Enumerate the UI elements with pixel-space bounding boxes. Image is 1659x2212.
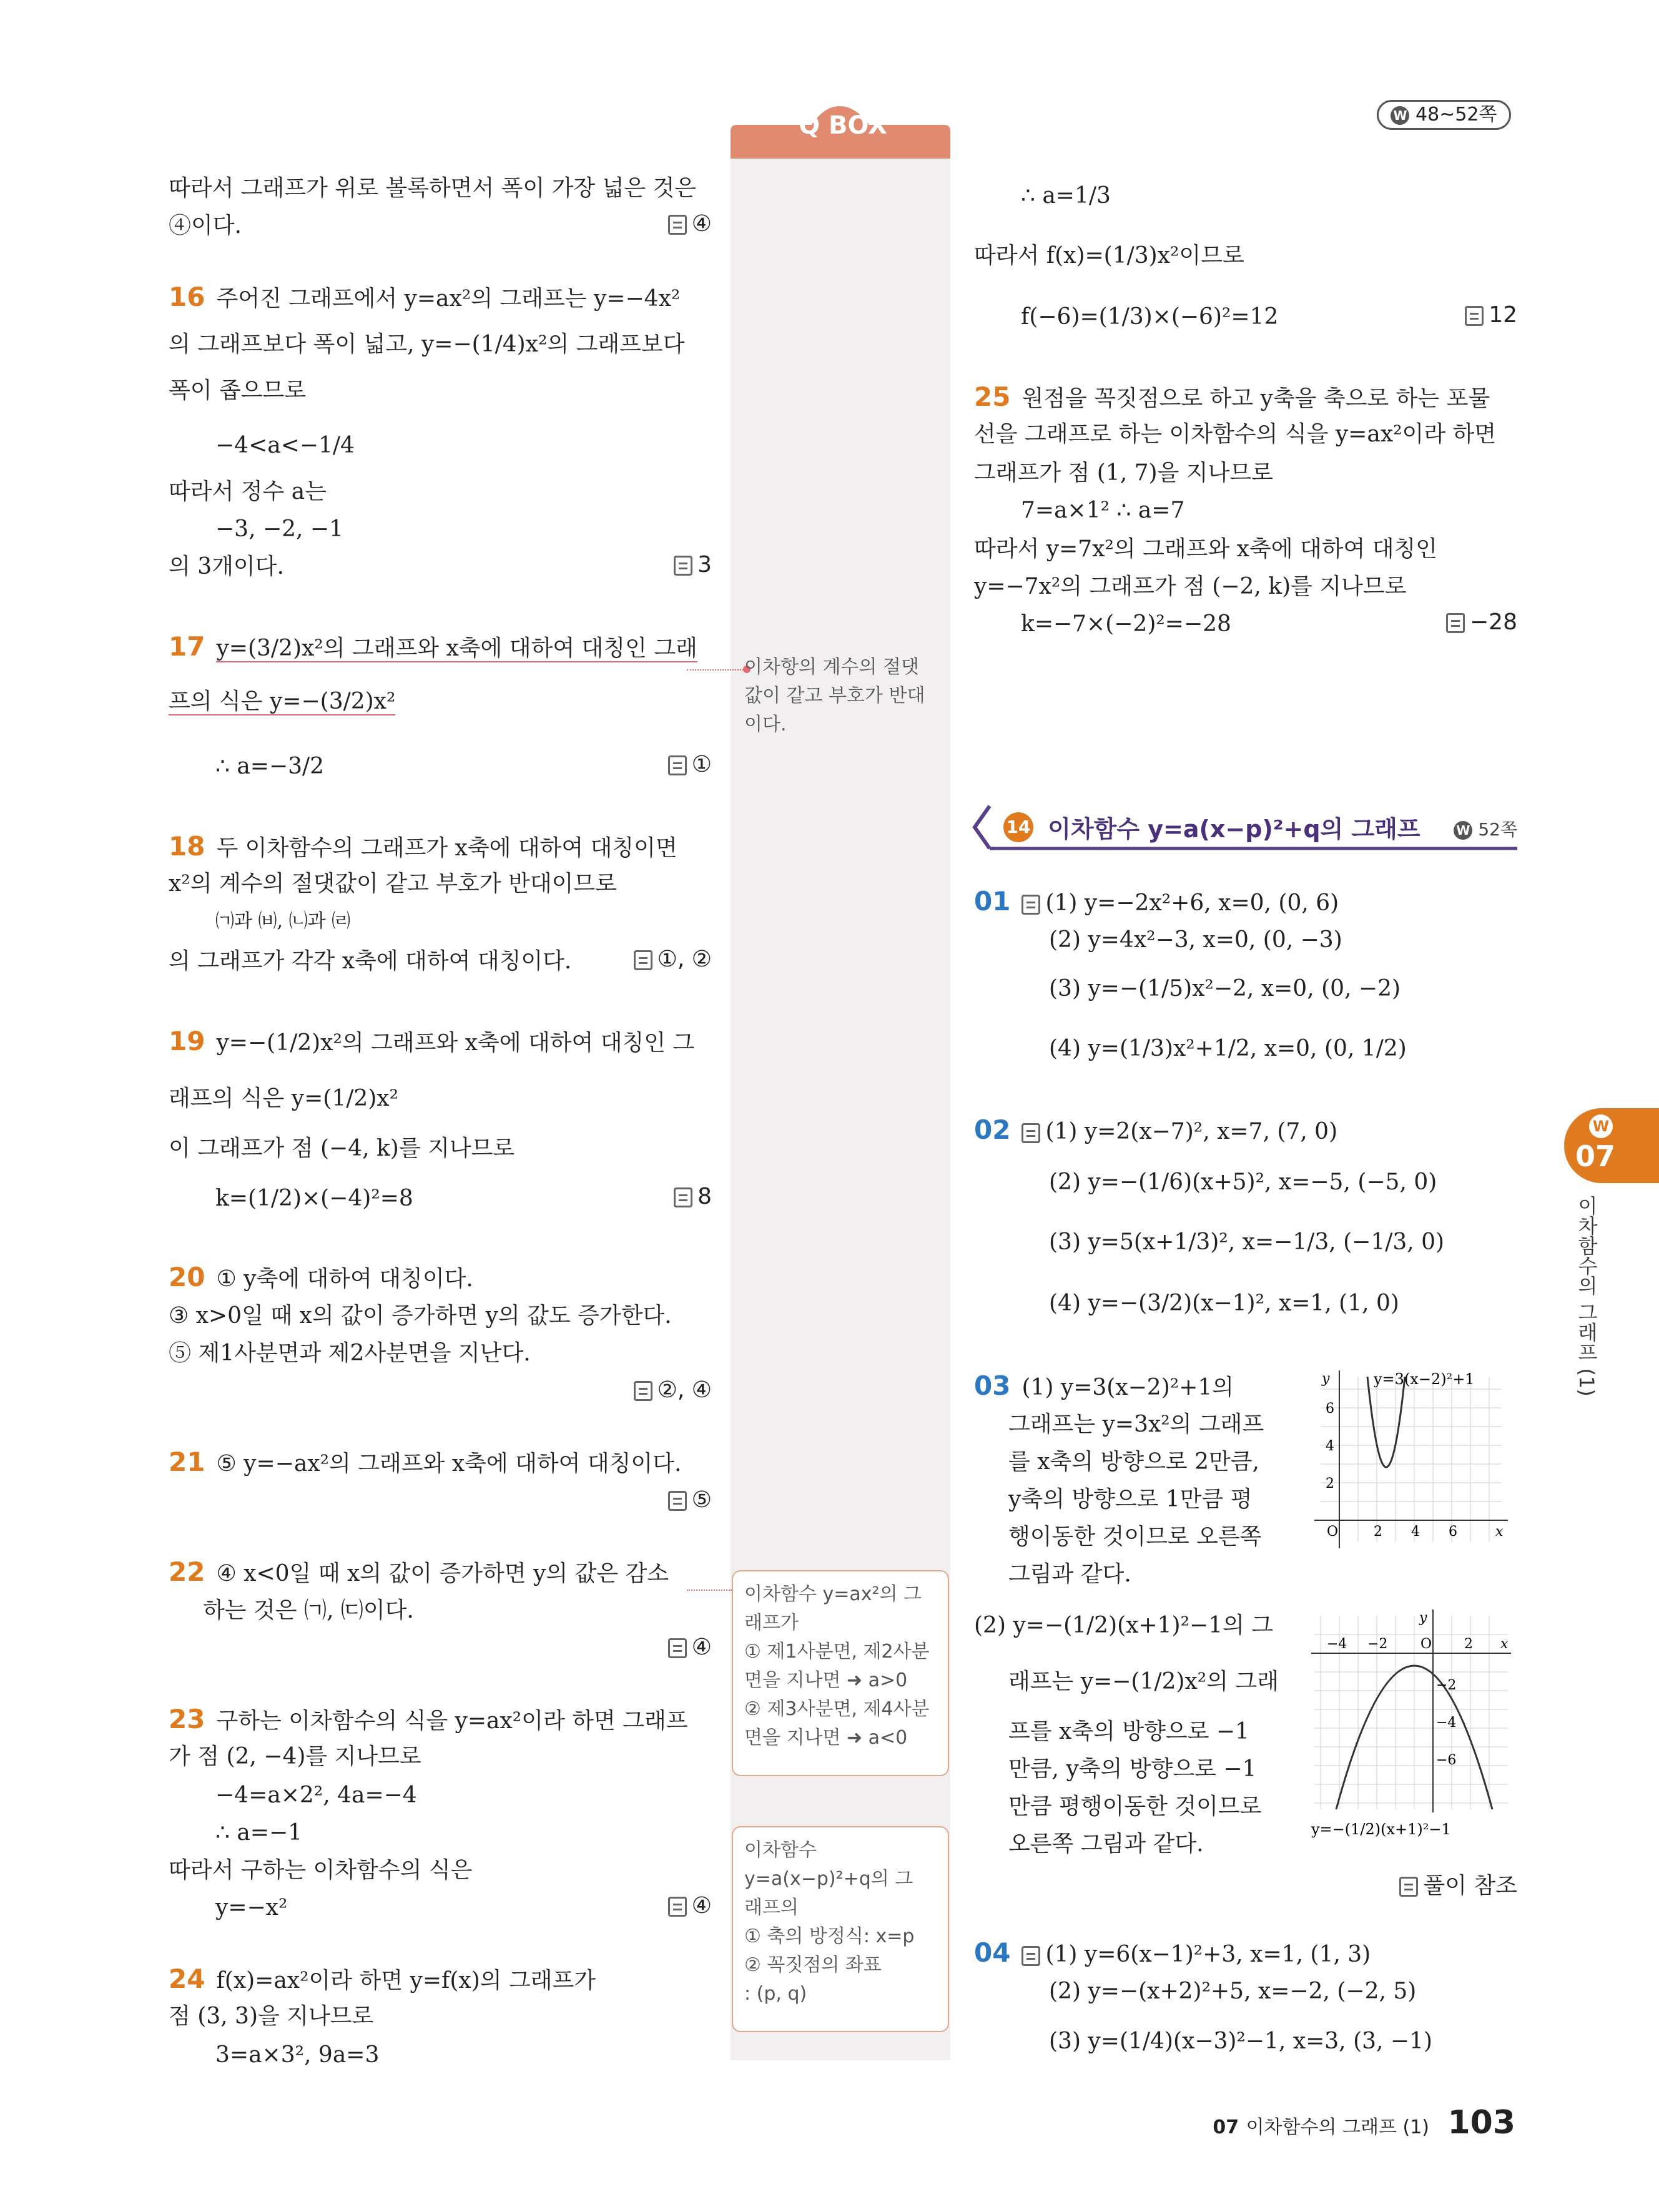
w-icon: W — [1391, 106, 1409, 125]
text-line: (2) y=−(1/2)(x+1)²−1의 그 — [974, 1613, 1274, 1638]
problem-number: 17 — [169, 631, 205, 662]
answer-22: ④ — [668, 1634, 712, 1660]
answer-25: −28 — [1446, 609, 1517, 635]
problem-23: 23 구하는 이차함수의 식을 y=ax²이라 하면 그래프 — [169, 1704, 688, 1734]
graph-2 — [1308, 1610, 1514, 1847]
answer-17: ① — [668, 752, 712, 777]
note-17-connector — [687, 669, 746, 671]
problem-number: 20 — [169, 1262, 205, 1292]
problem-18: 18 두 이차함수의 그래프가 x축에 대하여 대칭이면 — [169, 831, 677, 862]
text-line: 래프의 식은 y=(1/2)x² — [169, 1086, 399, 1111]
text-line: 가 점 (2, −4)를 지나므로 — [169, 1744, 421, 1769]
text-line: 행이동한 것이므로 오른쪽 — [1008, 1524, 1262, 1550]
note-17: 이차항의 계수의 절댓 값이 같고 부호가 반대 이다. — [744, 656, 925, 735]
graph-1-xlabel: x — [1495, 1524, 1504, 1540]
problem-19: 19 y=−(1/2)x²의 그래프와 x축에 대하여 대칭인 그 — [169, 1026, 695, 1056]
text-line: y=−7x²의 그래프가 점 (−2, k)를 지나므로 — [974, 574, 1407, 599]
math-line: k=−7×(−2)²=−28 — [1021, 611, 1231, 637]
page-number: 103 — [1447, 2104, 1515, 2141]
text-line: 선을 그래프로 하는 이차함수의 식을 y=ax²이라 하면 — [974, 421, 1497, 447]
answer-icon — [1465, 306, 1484, 326]
note-box-vertex: 이차함수 y=a(x−p)²+q의 그 래프의 ① 축의 방정식: x=p ② 꼭짓점의 좌표 : (p, q) — [732, 1826, 949, 2032]
math-line: ∴ a=−3/2 — [215, 754, 325, 779]
w-icon: W — [1454, 821, 1472, 840]
problem-number: 04 — [974, 1937, 1011, 1968]
text-line: 따라서 그래프가 위로 볼록하면서 폭이 가장 넓은 것은 — [169, 175, 697, 201]
math-line: −4=a×2², 4a=−4 — [215, 1782, 417, 1808]
answer-icon — [674, 556, 692, 576]
qbox-label: Q BOX — [799, 111, 887, 140]
graph-1-ytick: 4 — [1326, 1438, 1334, 1454]
text-line: 의 그래프가 각각 x축에 대하여 대칭이다. — [169, 948, 572, 974]
problem-number: 21 — [169, 1447, 205, 1477]
math-line: (4) y=(1/3)x²+1/2, x=0, (0, 1/2) — [1049, 1036, 1407, 1061]
answer-icon — [1399, 1877, 1418, 1897]
math-line: y=−x² — [215, 1895, 288, 1920]
problem-24: 24 f(x)=ax²이라 하면 y=f(x)의 그래프가 — [169, 1964, 596, 1994]
text-line: 프의 식은 y=−(3/2)x² — [169, 689, 396, 714]
footer-chapter: 07 — [1213, 2116, 1239, 2138]
problem-number: 16 — [169, 282, 205, 312]
graph-2-ytick: −2 — [1436, 1678, 1457, 1693]
problem-16: 16 주어진 그래프에서 y=ax²의 그래프는 y=−4x² — [169, 282, 681, 312]
answer-icon — [1021, 1946, 1040, 1966]
answer-icon — [1021, 1123, 1040, 1143]
math-line: (3) y=5(x+1/3)², x=−1/3, (−1/3, 0) — [1049, 1229, 1445, 1255]
text-line: ㈀과 ㈅, ㈁과 ㈃ — [215, 910, 351, 932]
answer-icon — [668, 215, 687, 235]
text-line: 오른쪽 그림과 같다. — [1008, 1831, 1204, 1857]
problem-number: 03 — [974, 1370, 1011, 1401]
text-line: 따라서 f(x)=(1/3)x²이므로 — [974, 243, 1244, 268]
math-line: −3, −2, −1 — [215, 516, 343, 542]
math-line: (3) y=(1/4)(x−3)²−1, x=3, (3, −1) — [1049, 2028, 1433, 2054]
graph-1-xtick: 4 — [1411, 1524, 1420, 1540]
answer-icon — [634, 950, 652, 970]
text-line: 그래프가 점 (1, 7)을 지나므로 — [974, 460, 1273, 486]
problem-25: 25 원점을 꼭짓점으로 하고 y축을 축으로 하는 포물 — [974, 381, 1490, 412]
math-line: −4<a<−1/4 — [215, 433, 355, 458]
math-line: (2) y=4x²−3, x=0, (0, −3) — [1049, 927, 1342, 953]
text-line: 따라서 y=7x²의 그래프와 x축에 대하여 대칭인 — [974, 536, 1438, 562]
problem-number: 25 — [974, 381, 1011, 412]
answer-15: ④ — [668, 211, 712, 237]
problem-number: 18 — [169, 831, 205, 862]
graph-2-xtick: −4 — [1327, 1636, 1347, 1652]
text-line: 의 3개이다. — [169, 554, 284, 579]
math-line: 7=a×1² ∴ a=7 — [1021, 498, 1185, 523]
page-ref-text: 48~52쪽 — [1415, 104, 1497, 125]
graph-1-ylabel: y — [1322, 1371, 1330, 1387]
graph-2-ytick: −6 — [1436, 1752, 1457, 1768]
answer-icon — [634, 1381, 652, 1401]
text-line: 프를 x축의 방향으로 −1 — [1008, 1719, 1249, 1744]
note-22-connector — [687, 1590, 732, 1591]
answer-icon — [1446, 613, 1465, 633]
text-line: ④이다. — [169, 213, 242, 238]
problem-04: 04 (1) y=6(x−1)²+3, x=1, (1, 3) — [974, 1937, 1371, 1968]
problem-03: 03 (1) y=3(x−2)²+1의 — [974, 1370, 1234, 1401]
graph-2-xtick: −2 — [1367, 1636, 1388, 1652]
answer-20: ②, ④ — [634, 1377, 712, 1403]
graph-1-label: y=3(x−2)²+1 — [1374, 1370, 1475, 1388]
text-line: ③ x>0일 때 x의 값이 증가하면 y의 값도 증가한다. — [169, 1303, 672, 1329]
side-tab-badge: W — [1589, 1114, 1613, 1138]
math-line: (4) y=−(3/2)(x−1)², x=1, (1, 0) — [1049, 1290, 1399, 1316]
math-line: (3) y=−(1/5)x²−2, x=0, (0, −2) — [1049, 976, 1401, 1001]
answer-21: ⑤ — [668, 1487, 712, 1513]
text-line: 그림과 같다. — [1008, 1561, 1131, 1587]
answer-24: 12 — [1465, 302, 1517, 328]
graph-1-xtick: O — [1327, 1524, 1339, 1540]
text-line: 래프는 y=−(1/2)x²의 그래 — [1008, 1669, 1279, 1694]
text-line: y축의 방향으로 1만큼 평 — [1008, 1487, 1253, 1512]
section-header — [971, 802, 1517, 852]
graph-1 — [1308, 1370, 1514, 1564]
graph-1-ytick: 2 — [1326, 1476, 1334, 1492]
problem-22: 22 ④ x<0일 때 x의 값이 증가하면 y의 값은 감소 — [169, 1556, 669, 1587]
math-line: f(−6)=(1/3)×(−6)²=12 — [1021, 304, 1279, 330]
graph-2-ytick: −4 — [1436, 1715, 1457, 1731]
answer-19: 8 — [674, 1184, 712, 1209]
math-line: (2) y=−(1/6)(x+5)², x=−5, (−5, 0) — [1049, 1169, 1437, 1195]
note-box-quadrant: 이차함수 y=ax²의 그 래프가 ① 제1사분면, 제2사분 면을 지나면 ➜ a>0 ② 제3사분면, 제4사분 면을 지나면 ➜ a<0 — [732, 1570, 949, 1776]
answer-icon — [1021, 895, 1040, 915]
math-line: 3=a×3², 9a=3 — [215, 2042, 380, 2068]
problem-number: 23 — [169, 1704, 205, 1734]
text-line: 의 그래프보다 폭이 넓고, y=−(1/4)x²의 그래프보다 — [169, 332, 685, 357]
problem-number: 02 — [974, 1114, 1011, 1145]
answer-03: 풀이 참조 — [1399, 1868, 1517, 1900]
problem-number: 22 — [169, 1556, 205, 1587]
graph-1-curve — [1367, 1377, 1405, 1467]
side-tab-title: 이차함수의 그래프 (1) — [1575, 1196, 1598, 1397]
text-line: 를 x축의 방향으로 2만큼, — [1008, 1449, 1259, 1475]
math-line: ∴ a=−1 — [215, 1820, 303, 1846]
problem-01: 01 (1) y=−2x²+6, x=0, (0, 6) — [974, 886, 1339, 917]
text-line: 이 그래프가 점 (−4, k)를 지나므로 — [169, 1136, 515, 1161]
text-line: 그래프는 y=3x²의 그래프 — [1008, 1412, 1264, 1437]
problem-02: 02 (1) y=2(x−7)², x=7, (7, 0) — [974, 1114, 1338, 1145]
problem-21: 21 ⑤ y=−ax²의 그래프와 x축에 대하여 대칭이다. — [169, 1447, 682, 1477]
answer-16: 3 — [674, 552, 712, 578]
section-title: 이차함수 y=a(x−p)²+q의 그래프 — [1048, 815, 1420, 843]
graph-2-xtick: 2 — [1464, 1636, 1473, 1652]
graph-2-xlabel: x — [1500, 1636, 1509, 1652]
side-tab-chapter: 07 — [1575, 1139, 1616, 1173]
answer-icon — [668, 1897, 687, 1917]
text-line: 만큼, y축의 방향으로 −1 — [1008, 1756, 1257, 1782]
graph-1-xtick: 2 — [1374, 1524, 1382, 1540]
text-line: 점 (3, 3)을 지나므로 — [169, 2003, 374, 2029]
graph-2-xtick: O — [1420, 1636, 1432, 1652]
text-line: 따라서 정수 a는 — [169, 479, 327, 504]
graph-2-ylabel: y — [1419, 1610, 1427, 1626]
graph-1-xtick: 6 — [1449, 1524, 1457, 1540]
problem-17: 17 y=(3/2)x²의 그래프와 x축에 대하여 대칭인 그래 — [169, 631, 697, 662]
page-footer — [1213, 2104, 1515, 2141]
page-reference — [1377, 100, 1511, 130]
problem-number: 19 — [169, 1026, 205, 1056]
math-line: k=(1/2)×(−4)²=8 — [215, 1186, 413, 1211]
text-line: 하는 것은 ㈀, ㈂이다. — [203, 1598, 414, 1623]
text-line: ⑤ 제1사분면과 제2사분면을 지난다. — [169, 1340, 531, 1366]
chapter-side-tab — [1564, 1108, 1659, 1183]
graph-2-label: y=−(1/2)(x+1)²−1 — [1311, 1821, 1451, 1838]
answer-icon — [674, 1187, 692, 1207]
math-line: (2) y=−(x+2)²+5, x=−2, (−2, 5) — [1049, 1979, 1417, 2004]
answer-23: ④ — [668, 1893, 712, 1919]
answer-icon — [668, 1491, 687, 1511]
text-line: 폭이 좁으므로 — [169, 378, 307, 403]
graph-1-ytick: 6 — [1326, 1401, 1334, 1417]
answer-icon — [668, 755, 687, 775]
footer-title: 이차함수의 그래프 (1) — [1246, 2116, 1429, 2138]
problem-20: 20 ① y축에 대하여 대칭이다. — [169, 1262, 473, 1292]
answer-18: ①, ② — [634, 946, 712, 972]
problem-number: 24 — [169, 1964, 205, 1994]
text-line: x²의 계수의 절댓값이 같고 부호가 반대이므로 — [169, 871, 617, 897]
text-line: 만큼 평행이동한 것이므로 — [1008, 1794, 1262, 1819]
text-line: 따라서 구하는 이차함수의 식은 — [169, 1857, 473, 1883]
section-number-badge: 14 — [1003, 812, 1033, 842]
section-page: 52쪽 — [1478, 819, 1517, 840]
math-line: ∴ a=1/3 — [1021, 183, 1111, 209]
problem-number: 01 — [974, 886, 1011, 917]
answer-icon — [668, 1638, 687, 1658]
